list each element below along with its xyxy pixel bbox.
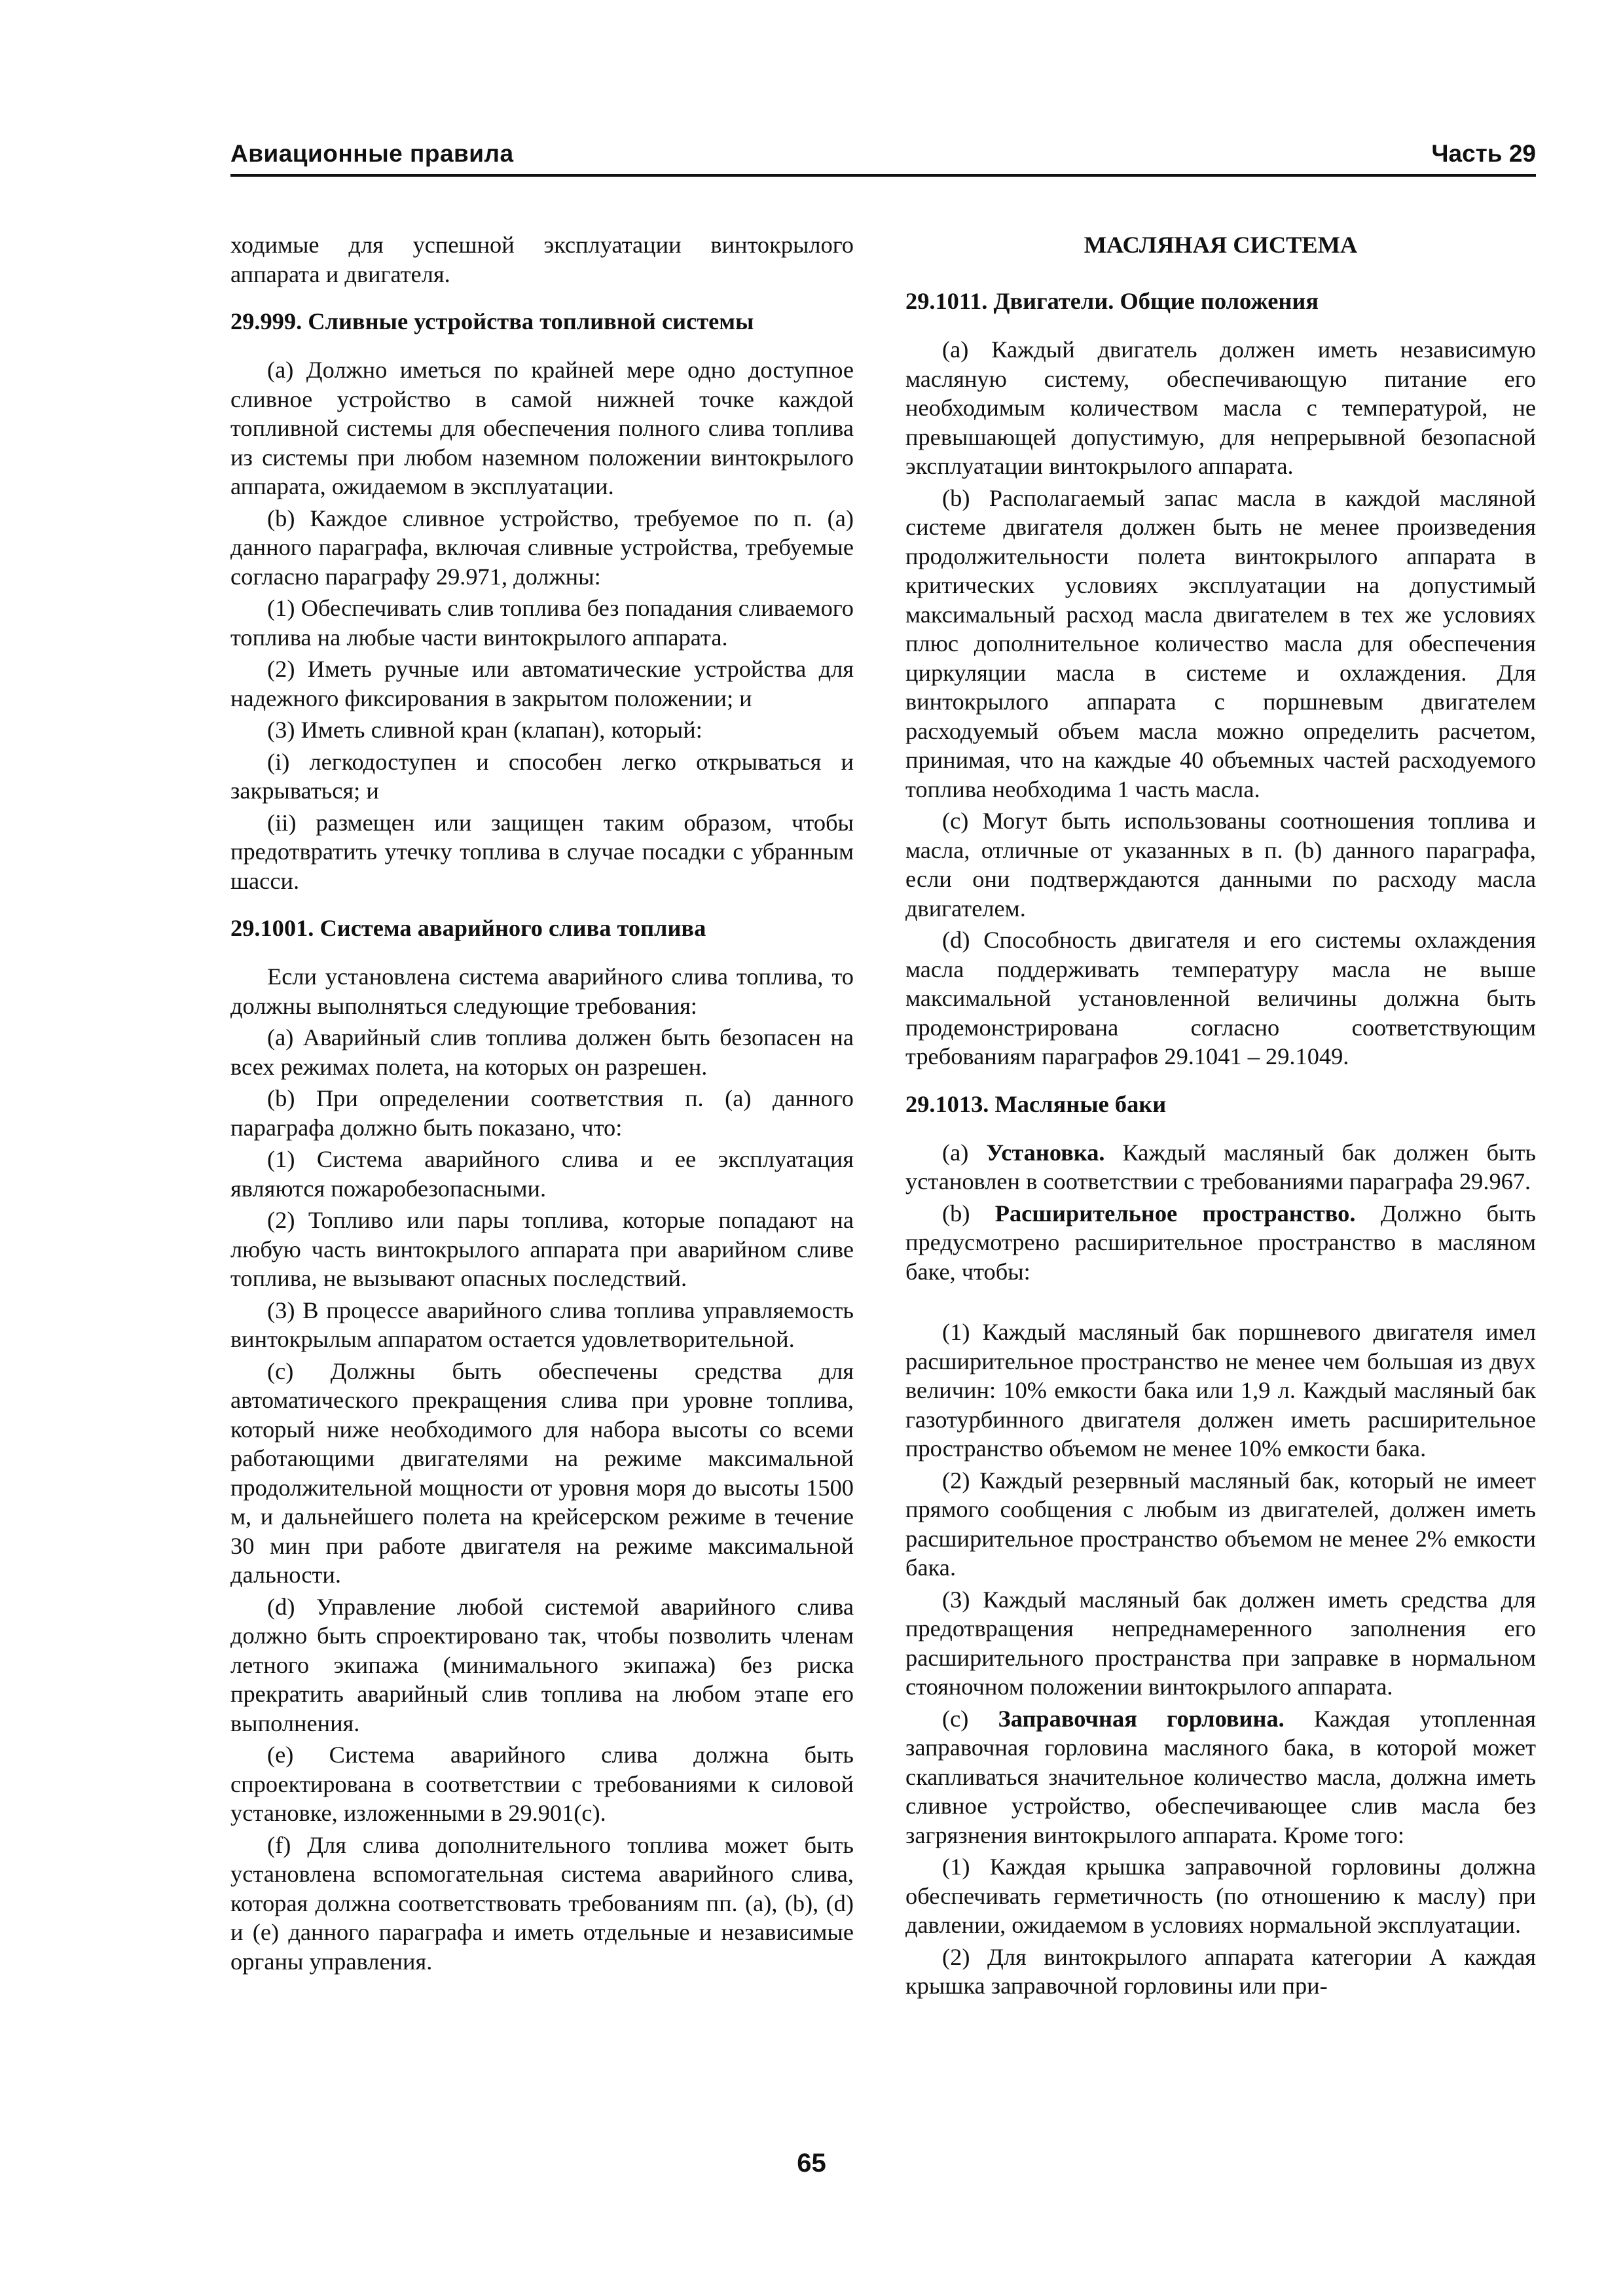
- paragraph: (ii) размещен или защищен таким образом, чтобы предотвратить утечку топлива в случае посадки с убранным шасси.: [230, 809, 854, 894]
- paragraph: (a) Аварийный слив топлива должен быть безопасен на всех режимах полета, на которых он разрешен.: [230, 1024, 854, 1080]
- item-marker: (c): [942, 1705, 998, 1732]
- paragraph: (f) Для слива дополнительного топлива может быть установлена вспомогательная система аварийного слива, которая должна соответствовать требованиям пп. (a), (b), (d) и (e) данного параграфа и иметь отдельные и независимые органы управления.: [230, 1831, 854, 1975]
- paragraph: (a) Должно иметься по крайней мере одно доступное сливное устройство в самой нижней точке каждой топливной системы для обеспечения полного слива топлива из системы при любом наземном положении винтокрылого аппарата, ожидаемом в эксплуатации.: [230, 357, 854, 499]
- paragraph: Если установлена система аварийного слива топлива, то должны выполняться следующие требования:: [230, 963, 854, 1019]
- paragraph: (3) Каждый масляный бак должен иметь средства для предотвращения непреднамеренного заполнения его расширительного пространства при заправке в нормальном стояночном положении винтокрылого аппарата.: [905, 1586, 1536, 1700]
- item-text: Каждый масляный бак должен быть установлен в соответствии с требованиями параграфа 29.967.: [905, 1139, 1536, 1194]
- section-heading: 29.999. Сливные устройства топливной системы: [230, 308, 754, 334]
- paragraph: (1) Обеспечивать слив топлива без попадания сливаемого топлива на любые части винтокрылого аппарата.: [230, 595, 854, 651]
- paragraph: [905, 1704, 1536, 1850]
- spacer: [905, 1289, 1536, 1318]
- paragraph: (1) Каждый масляный бак поршневого двигателя имел расширительное пространство не менее чем большая из двух величин: 10% емкости бака или 1,9 л. Каждый масляный бак газотурбинного двигателя должен иметь расширительное пространство объемом не менее 10% емкости бака.: [905, 1319, 1536, 1462]
- bold-term: Заправочная горловина.: [998, 1705, 1285, 1732]
- paragraph: (2) Топливо или пары топлива, которые попадают на любую часть винтокрылого аппарата при аварийном сливе топлива, не вызывают опасных последствий.: [230, 1207, 854, 1291]
- paragraph: (b) Каждое сливное устройство, требуемое по п. (а) данного параграфа, включая сливные устройства, требуемые согласно параграфу 29.971, должны:: [230, 505, 854, 590]
- item-text: Каждая утопленная заправочная горловина масляного бака, в которой может скапливаться значительное количество масла, должна иметь сливное устройство, обеспечивающее слив масла без загрязнения винтокрылого аппарата. Кроме того:: [905, 1705, 1536, 1848]
- paragraph: (3) Иметь сливной кран (клапан), который:: [267, 717, 702, 743]
- header-title: Авиационные правила: [230, 140, 514, 167]
- bold-term: Расширительное пространство.: [994, 1200, 1356, 1227]
- paragraph: (d) Управление любой системой аварийного слива должно быть спроектировано так, чтобы позволить членам летного экипажа (минимального экипажа) без риска прекратить аварийный слив топлива на любом этапе его выполнения.: [230, 1593, 854, 1736]
- page-number: 65: [797, 2149, 826, 2178]
- paragraph: (1) Система аварийного слива и ее эксплуатация являются пожаробезопасными.: [230, 1146, 854, 1202]
- bold-term: Установка.: [986, 1139, 1105, 1166]
- paragraph: (2) Для винтокрылого аппарата категории А каждая крышка заправочной горловины или при-: [905, 1943, 1536, 1999]
- left-column: [230, 230, 854, 1979]
- paragraph: (b) При определении соответствия п. (а) данного параграфа должно быть показано, что:: [230, 1085, 854, 1141]
- item-marker: (a): [942, 1139, 987, 1166]
- paragraph: [905, 1199, 1536, 1287]
- paragraph: (a) Каждый двигатель должен иметь независимую масляную систему, обеспечивающую питание его необходимым количеством масла с температурой, не превышающей допустимую, для непрерывной безопасной эксплуатации винтокрылого аппарата.: [905, 336, 1536, 479]
- section-heading: 29.1013. Масляные баки: [905, 1090, 1167, 1117]
- paragraph: ходимые для успешной эксплуатации винтокрылого аппарата и двигателя.: [230, 232, 854, 287]
- item-text: Должно быть предусмотрено расширительное пространство в масляном баке, чтобы:: [905, 1200, 1536, 1285]
- chapter-heading: МАСЛЯНАЯ СИСТЕМА: [1084, 232, 1358, 258]
- paragraph: (2) Иметь ручные или автоматические устройства для надежного фиксирования в закрытом положении; и: [230, 656, 854, 711]
- paragraph: (c) Должны быть обеспечены средства для автоматического прекращения слива при уровне топлива, который ниже необходимого для набора высоты со всеми работающими двигателями на режиме максимальной продолжительной мощности от уровня моря до высоты 1500 м, и дальнейшего полета на крейсерском режиме в течение 30 мин при работе двигателя на режиме максимальной дальности.: [230, 1357, 854, 1588]
- paragraph: (e) Система аварийного слива должна быть спроектирована в соответствии с требованиями к силовой установке, изложенными в 29.901(c).: [230, 1742, 854, 1826]
- header-part: Часть 29: [1431, 140, 1536, 167]
- paragraph: (b) Располагаемый запас масла в каждой масляной системе двигателя должен быть не менее произведения продолжительности полета винтокрылого аппарата в критических условиях эксплуатации на допустимый максимальный расход масла двигателем в тех же условиях плюс дополнительное количество масла для обеспечения циркуляции масла в системе и охлаждения. Для винтокрылого аппарата с поршневым двигателем расходуемый объем масла можно определить расчетом, принимая, что на каждые 40 объемных частей расходуемого топлива необходима 1 часть масла.: [905, 484, 1536, 802]
- paragraph: [905, 1138, 1536, 1196]
- paragraph: (d) Способность двигателя и его системы охлаждения масла поддерживать температуру масла не выше максимальной установленной величины должна быть продемонстрирована согласно соответствующим требованиям параграфов 29.1041 – 29.1049.: [905, 927, 1536, 1069]
- running-header: [230, 131, 1536, 177]
- section-heading: 29.1001. Система аварийного слива топлива: [230, 915, 706, 941]
- section-heading: 29.1011. Двигатели. Общие положения: [905, 288, 1319, 314]
- paragraph: (2) Каждый резервный масляный бак, который не имеет прямого сообщения с любым из двигателей, должен иметь расширительное пространство объемом не менее 2% емкости бака.: [905, 1467, 1536, 1581]
- item-marker: (b): [942, 1200, 995, 1227]
- paragraph: (i) легкодоступен и способен легко открываться и закрываться; и: [230, 748, 854, 804]
- paragraph: (c) Могут быть использованы соотношения топлива и масла, отличные от указанных в п. (b) данного параграфа, если они подтверждаются данными по расходу масла двигателем.: [905, 808, 1536, 922]
- paragraph: (3) В процессе аварийного слива топлива управляемость винтокрылым аппаратом остается удовлетворительной.: [230, 1297, 854, 1352]
- right-column: [905, 230, 1536, 2003]
- paragraph: (1) Каждая крышка заправочной горловины должна обеспечивать герметичность (по отношению к маслу) при давлении, ожидаемом в условиях нормальной эксплуатации.: [905, 1854, 1536, 1938]
